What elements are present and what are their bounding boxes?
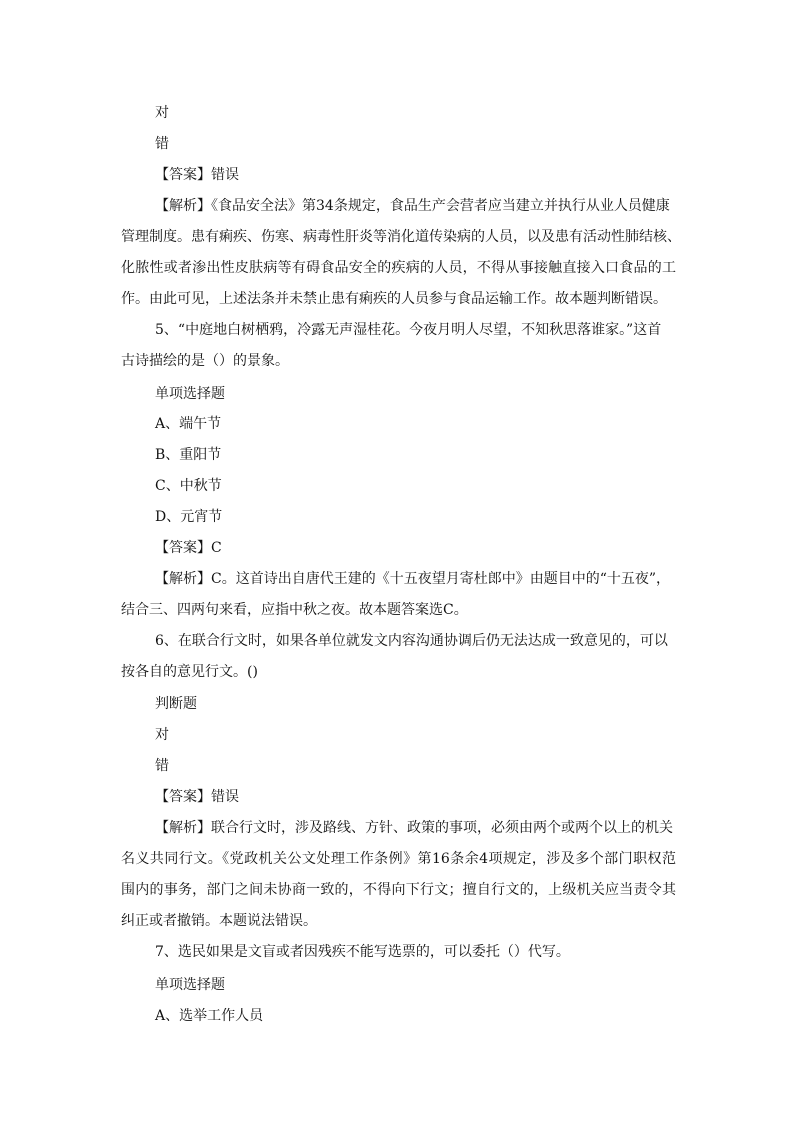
analysis-line: 名义共同行文。《党政机关公文处理工作条例》第16条余4项规定，涉及多个部门职权范 bbox=[121, 851, 676, 867]
option-false: 错 bbox=[155, 758, 169, 774]
analysis-line: 【解析】《食品安全法》第34条规定，食品生产会营者应当建立并执行从业人员健康 bbox=[155, 198, 670, 214]
option-c: C、中秋节 bbox=[155, 478, 222, 494]
analysis-line: 围内的事务，部门之间未协商一致的，不得向下行文；擅自行文的，上级机关应当责令其 bbox=[121, 882, 676, 898]
question-type: 单项选择题 bbox=[155, 386, 225, 402]
question-line: 5、“中庭地白树栖鸦，冷露无声湿桂花。今夜月明人尽望，不知秋思落谁家。”这首 bbox=[155, 322, 662, 338]
question-line: 7、选民如果是文盲或者因残疾不能写选票的，可以委托（）代写。 bbox=[155, 944, 570, 960]
option-a: A、端午节 bbox=[155, 416, 222, 432]
analysis-line: 【解析】联合行文时，涉及路线、方针、政策的事项，必须由两个或两个以上的机关 bbox=[155, 820, 673, 836]
question-line: 6、在联合行文时，如果各单位就发文内容沟通协调后仍无法达成一致意见的，可以 bbox=[155, 633, 668, 649]
question-type: 单项选择题 bbox=[155, 977, 225, 993]
analysis-line: 结合三、四两句来看，应指中秋之夜。故本题答案选C。 bbox=[121, 602, 468, 618]
option-true: 对 bbox=[155, 727, 169, 743]
question-line: 按各自的意见行文。() bbox=[121, 664, 258, 680]
option-d: D、元宵节 bbox=[155, 509, 223, 525]
analysis-line: 化脓性或者渗出性皮肤病等有碍食品安全的疾病的人员，不得从事接触直接入口食品的工 bbox=[121, 260, 676, 276]
option-a: A、选举工作人员 bbox=[155, 1008, 264, 1024]
question-type: 判断题 bbox=[155, 696, 197, 712]
analysis-line: 管理制度。患有痢疾、伤寒、病毒性肝炎等消化道传染病的人员，以及患有活动性肺结核、 bbox=[121, 229, 681, 245]
analysis-line: 作。由此可见，上述法条并未禁止患有痢疾的人员参与食品运输工作。故本题判断错误。 bbox=[121, 291, 667, 307]
option-true: 对 bbox=[155, 105, 169, 121]
option-false: 错 bbox=[155, 136, 169, 152]
answer-line: 【答案】错误 bbox=[155, 167, 239, 183]
answer-line: 【答案】C bbox=[155, 540, 222, 556]
analysis-line: 纠正或者撤销。本题说法错误。 bbox=[121, 913, 317, 929]
analysis-line: 【解析】C。这首诗出自唐代王建的《十五夜望月寄杜郎中》由题目中的“十五夜”， bbox=[155, 571, 671, 587]
option-b: B、重阳节 bbox=[155, 447, 222, 463]
answer-line: 【答案】错误 bbox=[155, 789, 239, 805]
question-line: 古诗描绘的是（）的景象。 bbox=[121, 353, 289, 369]
